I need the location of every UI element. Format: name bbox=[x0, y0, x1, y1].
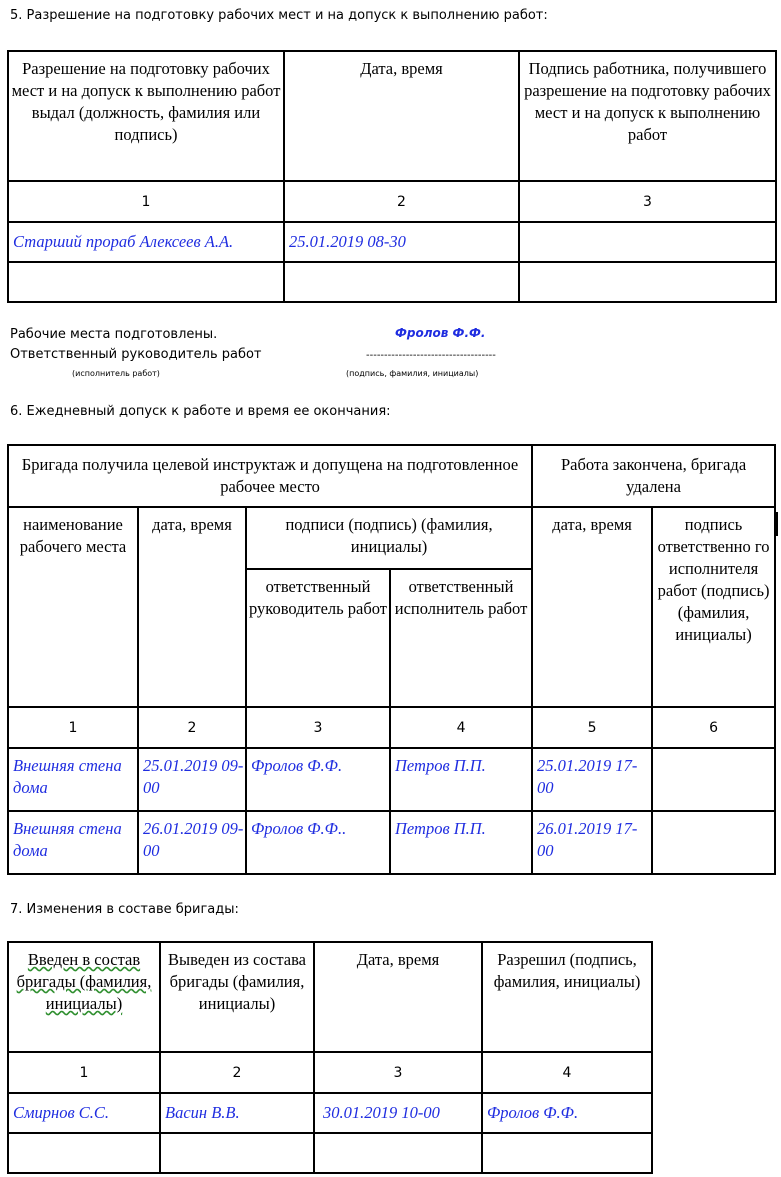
s6-date-cell: 26.01.2019 09-00 bbox=[138, 811, 246, 874]
section6-title: 6. Ежедневный допуск к работе и время ее окончания: bbox=[10, 404, 391, 419]
s6-group-admitted: Бригада получила целевой инструктаж и допущена на подготовленное рабочее место bbox=[8, 445, 532, 507]
s5-header-datetime: Дата, время bbox=[284, 51, 519, 181]
s6-col-number: 3 bbox=[246, 707, 390, 748]
s5-issuer-cell: Старший прораб Алексеев А.А. bbox=[8, 222, 284, 262]
s6-header-end-date: дата, время bbox=[532, 507, 652, 707]
s6-col-number: 4 bbox=[390, 707, 532, 748]
s5-empty-cell bbox=[519, 262, 776, 302]
s5-col-number: 3 bbox=[519, 181, 776, 222]
s6-end-date-cell: 26.01.2019 17-00 bbox=[532, 811, 652, 874]
prepared-line1: Рабочие места подготовлены. bbox=[10, 327, 218, 342]
s5-header-issuer: Разрешение на подготовку рабочих мест и на допуск к выполнению работ выдал (должность, фамилия или подпись) bbox=[8, 51, 284, 181]
s7-header-datetime: Дата, время bbox=[314, 942, 482, 1052]
s6-header-end-sign: подпись ответственно го исполнителя работ (подпись) (фамилия, инициалы) bbox=[652, 507, 775, 707]
s7-datetime-cell: 30.01.2019 10-00 bbox=[314, 1093, 482, 1133]
s6-manager-cell: Фролов Ф.Ф. bbox=[246, 748, 390, 811]
section6-table bbox=[7, 444, 776, 875]
s7-empty-cell bbox=[314, 1133, 482, 1173]
s7-header-added-text: Введен в состав бригады (фамилия, инициалы) bbox=[16, 950, 152, 1013]
s5-signature-cell bbox=[519, 222, 776, 262]
prepared-signer: Фролов Ф.Ф. bbox=[395, 326, 486, 340]
text-cursor bbox=[775, 512, 778, 536]
section5-table bbox=[7, 50, 777, 303]
s7-header-approved: Разрешил (подпись, фамилия, инициалы) bbox=[482, 942, 652, 1052]
s7-empty-cell bbox=[482, 1133, 652, 1173]
s6-header-place: наименование рабочего места bbox=[8, 507, 138, 707]
section5-title: 5. Разрешение на подготовку рабочих мест и на допуск к выполнению работ: bbox=[10, 8, 548, 23]
s7-empty-cell bbox=[8, 1133, 160, 1173]
s5-empty-cell bbox=[284, 262, 519, 302]
section7-title: 7. Изменения в составе бригады: bbox=[10, 902, 239, 917]
s5-datetime-cell: 25.01.2019 08-30 bbox=[284, 222, 519, 262]
s7-col-number: 1 bbox=[8, 1052, 160, 1093]
s6-date-cell: 25.01.2019 09-00 bbox=[138, 748, 246, 811]
s7-removed-cell: Васин В.В. bbox=[160, 1093, 314, 1133]
s6-group-finished: Работа закончена, бригада удалена bbox=[532, 445, 775, 507]
s6-col-number: 5 bbox=[532, 707, 652, 748]
s6-col-number: 2 bbox=[138, 707, 246, 748]
s5-col-number: 2 bbox=[284, 181, 519, 222]
s6-header-resp-executor: ответственный исполнитель работ bbox=[390, 569, 532, 707]
s7-header-removed: Выведен из состава бригады (фамилия, инициалы) bbox=[160, 942, 314, 1052]
s7-col-number: 3 bbox=[314, 1052, 482, 1093]
s6-col-number: 6 bbox=[652, 707, 775, 748]
prepared-caption-left: (исполнитель работ) bbox=[72, 369, 160, 378]
section7-table bbox=[7, 941, 653, 1174]
s5-col-number: 1 bbox=[8, 181, 284, 222]
s6-executor-cell: Петров П.П. bbox=[390, 748, 532, 811]
s6-manager-cell: Фролов Ф.Ф.. bbox=[246, 811, 390, 874]
s6-place-cell: Внешняя стена дома bbox=[8, 811, 138, 874]
s6-col-number: 1 bbox=[8, 707, 138, 748]
s6-end-sign-cell bbox=[652, 748, 775, 811]
s7-col-number: 2 bbox=[160, 1052, 314, 1093]
prepared-dashes: ------------------------------------ bbox=[366, 350, 496, 361]
table-row bbox=[8, 748, 775, 811]
s6-header-date: дата, время bbox=[138, 507, 246, 707]
s7-header-added bbox=[8, 942, 160, 1052]
s7-added-cell: Смирнов С.С. bbox=[8, 1093, 160, 1133]
s5-header-signature: Подпись работника, получившего разрешение на подготовку рабочих мест и на допуск к выполнению работ bbox=[519, 51, 776, 181]
s7-col-number: 4 bbox=[482, 1052, 652, 1093]
s7-approved-cell: Фролов Ф.Ф. bbox=[482, 1093, 652, 1133]
s6-executor-cell: Петров П.П. bbox=[390, 811, 532, 874]
s7-empty-cell bbox=[160, 1133, 314, 1173]
s5-empty-cell bbox=[8, 262, 284, 302]
prepared-line2: Ответственный руководитель работ bbox=[10, 347, 262, 362]
s6-end-sign-cell bbox=[652, 811, 775, 874]
table-row bbox=[8, 811, 775, 874]
prepared-caption-right: (подпись, фамилия, инициалы) bbox=[346, 369, 479, 378]
s6-header-resp-manager: ответственный руководитель работ bbox=[246, 569, 390, 707]
s6-place-cell: Внешняя стена дома bbox=[8, 748, 138, 811]
s6-header-signs: подписи (подпись) (фамилия, инициалы) bbox=[246, 507, 532, 569]
s6-end-date-cell: 25.01.2019 17-00 bbox=[532, 748, 652, 811]
